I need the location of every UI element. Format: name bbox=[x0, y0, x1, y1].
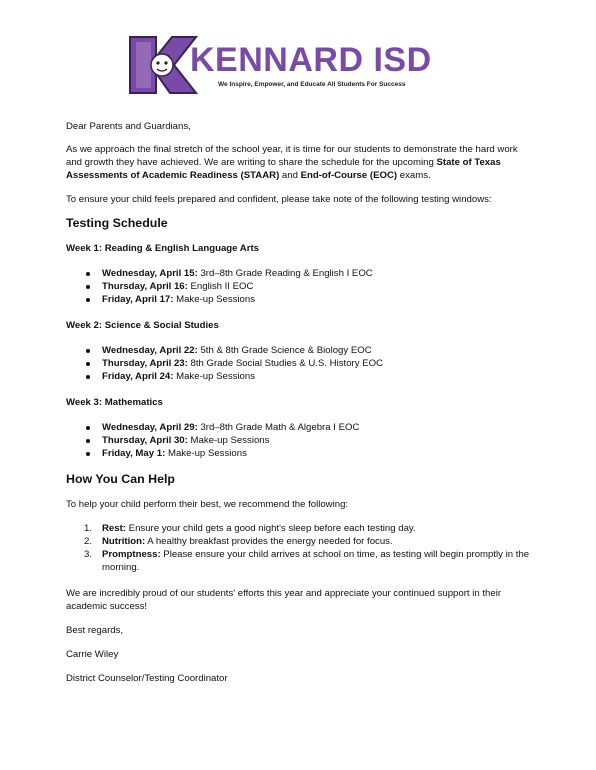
schedule-desc: Make-up Sessions bbox=[165, 448, 247, 459]
bullet-icon bbox=[86, 349, 90, 353]
bullet-icon bbox=[86, 272, 90, 276]
schedule-heading: Testing Schedule bbox=[66, 216, 168, 230]
week-2-heading: Week 2: Science & Social Studies bbox=[66, 320, 219, 331]
help-label: Nutrition: bbox=[102, 536, 146, 547]
list-item bbox=[66, 370, 532, 383]
help-desc: Ensure your child gets a good night's sleep before each testing day. bbox=[126, 523, 416, 534]
schedule-desc: Make-up Sessions bbox=[187, 435, 270, 446]
greeting: Dear Parents and Guardians, bbox=[66, 121, 191, 132]
district-name: KENNARD ISD bbox=[190, 41, 432, 79]
signoff: Best regards, bbox=[66, 625, 124, 636]
intro-text-2: and bbox=[279, 170, 301, 181]
help-list bbox=[66, 522, 532, 574]
schedule-day: Thursday, April 16: bbox=[102, 281, 188, 292]
schedule-day: Thursday, April 23: bbox=[102, 358, 188, 369]
schedule-desc: 3rd–8th Grade Math & Algebra I EOC bbox=[197, 422, 360, 433]
help-label: Promptness: bbox=[102, 549, 161, 560]
help-desc: Please ensure your child arrives at school on time, as testing will begin promptly in the morning. bbox=[102, 549, 530, 573]
list-item bbox=[66, 267, 532, 280]
schedule-desc: 3rd–8th Grade Reading & English I EOC bbox=[197, 268, 373, 279]
list-item bbox=[66, 344, 532, 357]
schedule-day: Wednesday, April 15: bbox=[102, 268, 198, 279]
week-3-heading: Week 3: Mathematics bbox=[66, 397, 163, 408]
list-item bbox=[66, 280, 532, 293]
signature-block bbox=[66, 624, 532, 685]
schedule-desc: English II EOC bbox=[187, 281, 254, 292]
bullet-icon bbox=[86, 439, 90, 443]
intro-text-3: exams. bbox=[397, 170, 431, 181]
schedule-desc: 8th Grade Social Studies & U.S. History EOC bbox=[187, 358, 383, 369]
letter-body bbox=[66, 120, 532, 696]
list-number: 1. bbox=[84, 523, 93, 534]
schedule-day: Friday, April 24: bbox=[102, 371, 174, 382]
bullet-icon bbox=[86, 298, 90, 302]
intro-text-1: As we approach the final stretch of the school year, it is time for our students to demonstrate the hard work and growth they have achieved. We are writing to share the schedule for the upcoming bbox=[66, 144, 518, 168]
letterhead bbox=[128, 35, 473, 95]
bullet-icon bbox=[86, 375, 90, 379]
kennard-k-logo-icon bbox=[128, 35, 198, 95]
list-number: 2. bbox=[84, 536, 93, 547]
week-1-list bbox=[66, 267, 532, 306]
list-item bbox=[66, 548, 532, 574]
help-desc: A healthy breakfast provides the energy needed for focus. bbox=[145, 536, 393, 547]
schedule-day: Friday, April 17: bbox=[102, 294, 174, 305]
list-item bbox=[66, 421, 532, 434]
schedule-day: Wednesday, April 29: bbox=[102, 422, 198, 433]
intro-bold-eoc: End-of-Course (EOC) bbox=[300, 170, 398, 181]
schedule-desc: 5th & 8th Grade Science & Biology EOC bbox=[197, 345, 372, 356]
schedule-day: Friday, May 1: bbox=[102, 448, 166, 459]
help-label: Rest: bbox=[102, 523, 126, 534]
bullet-icon bbox=[86, 426, 90, 430]
closing-paragraph: We are incredibly proud of our students' efforts this year and appreciate your continued support in their academic success! bbox=[66, 588, 502, 612]
week-1-heading: Week 1: Reading & English Language Arts bbox=[66, 243, 259, 254]
list-item bbox=[66, 535, 532, 548]
list-number: 3. bbox=[84, 549, 93, 560]
schedule-desc: Make-up Sessions bbox=[173, 294, 256, 305]
bullet-icon bbox=[86, 362, 90, 366]
bullet-icon bbox=[86, 285, 90, 289]
district-tagline: We Inspire, Empower, and Educate All Students For Success bbox=[218, 81, 406, 88]
week-2-list bbox=[66, 344, 532, 383]
list-item bbox=[66, 434, 532, 447]
intro-bold-staar: State of Texas Assessments of Academic Readiness (STAAR) bbox=[66, 157, 501, 181]
signer-name: Carrie Wiley bbox=[66, 649, 119, 660]
schedule-day: Thursday, April 30: bbox=[102, 435, 188, 446]
list-item bbox=[66, 522, 532, 535]
schedule-desc: Make-up Sessions bbox=[173, 371, 256, 382]
prep-paragraph: To ensure your child feels prepared and confident, please take note of the following testing windows: bbox=[66, 194, 492, 205]
help-intro: To help your child perform their best, we recommend the following: bbox=[66, 499, 349, 510]
week-3-list bbox=[66, 421, 532, 460]
signer-title: District Counselor/Testing Coordinator bbox=[66, 673, 228, 684]
bullet-icon bbox=[86, 452, 90, 456]
schedule-day: Wednesday, April 22: bbox=[102, 345, 198, 356]
intro-paragraph bbox=[66, 143, 532, 182]
help-heading: How You Can Help bbox=[66, 472, 175, 486]
list-item bbox=[66, 357, 532, 370]
list-item bbox=[66, 447, 532, 460]
list-item bbox=[66, 293, 532, 306]
